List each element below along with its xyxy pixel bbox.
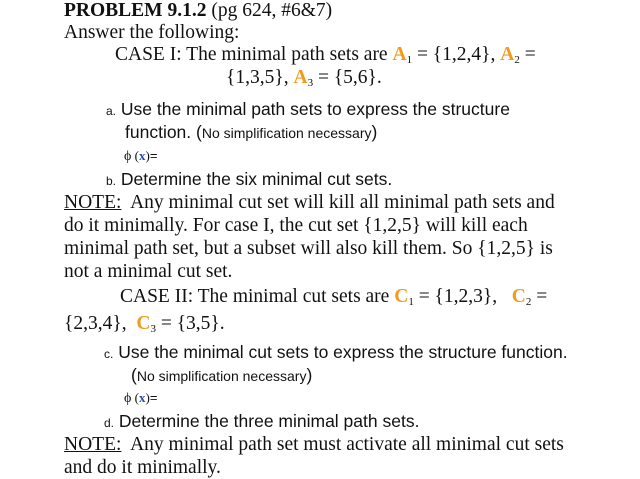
part-a-paren: No simplification necessary (201, 125, 372, 141)
note1-line2: do it minimally. For case I, the cut set {1,2,5} will kill each (64, 215, 528, 236)
part-d-marker: d. (104, 416, 115, 430)
part-c-formula (124, 387, 157, 410)
set-a3-value: = {5,6}. (317, 67, 382, 88)
set-a2-value: {1,3,5}, (226, 67, 289, 88)
part-b-line (106, 168, 392, 192)
phi-symbol: ϕ (124, 149, 132, 164)
part-a-line2 (125, 121, 377, 144)
paren-close-c: ) (145, 390, 150, 405)
case1-line2 (226, 67, 382, 89)
set-c3-value: = {3,5}. (160, 313, 225, 334)
set-a2-eq: = (524, 44, 536, 65)
problem-heading (64, 0, 332, 22)
note1-line3: minimal path set, but a subset will also kill them. So {1,2,5} is (64, 238, 553, 259)
part-a-formula (124, 145, 157, 168)
note1-label: NOTE: (64, 192, 122, 213)
phi-symbol-c: ϕ (124, 391, 132, 406)
part-c-marker: c. (104, 347, 114, 361)
part-b-marker: b. (106, 174, 117, 188)
part-d-line (104, 410, 419, 434)
paren-open: ( (134, 148, 139, 163)
paren-open-c: ( (134, 390, 139, 405)
intro-text: Answer the following: (64, 22, 240, 43)
part-a-line1 (106, 98, 510, 122)
set-a3-letter: A (293, 67, 308, 88)
set-c2-eq: = (536, 286, 548, 307)
note1-text1: Any minimal cut set will kill all minimal path sets and (121, 192, 555, 213)
case1-label: CASE I: The minimal path sets are (115, 44, 388, 65)
problem-reference: (pg 624, #6&7) (211, 0, 333, 21)
set-a1-letter: A (392, 44, 407, 65)
paren-close: ) (145, 148, 150, 163)
set-c2-value: {2,3,4}, (64, 313, 137, 334)
part-c-text1: Use the minimal cut sets to express the structure function. (118, 342, 568, 362)
part-c-line2: (No simplification necessary) (131, 365, 313, 385)
set-c2-sub: 2 (525, 296, 532, 308)
case1-line1 (115, 44, 536, 66)
set-a1-sub: 1 (406, 54, 413, 66)
set-c3-sub: 3 (150, 323, 156, 335)
note2-label: NOTE: (64, 434, 122, 455)
note1-line1 (64, 192, 555, 214)
problem-number: PROBLEM 9.1.2 (64, 0, 207, 21)
case2-label: CASE II: The minimal cut sets are (120, 286, 390, 307)
part-c-paren: No simplification necessary (136, 368, 307, 384)
part-b-text: Determine the six minimal cut sets. (120, 169, 393, 189)
part-d-text: Determine the three minimal path sets. (118, 411, 420, 431)
vector-x: x (138, 148, 146, 163)
part-a-marker: a. (106, 104, 117, 118)
note1-line4: not a minimal cut set. (64, 261, 233, 282)
set-c1-sub: 1 (408, 296, 414, 308)
note2-line2: and do it minimally. (64, 457, 221, 478)
set-a1-value: = {1,2,4}, (416, 44, 496, 65)
set-a2-letter: A (500, 44, 515, 65)
equals-sign: = (149, 148, 158, 163)
note2-text1: Any minimal path set must activate all minimal cut sets (121, 434, 564, 455)
part-a-text1: Use the minimal path sets to express the structure (120, 99, 510, 119)
set-c3-letter: C (136, 313, 151, 334)
vector-x-c: x (138, 390, 146, 405)
set-a3-sub: 3 (307, 77, 314, 89)
set-c1-value: = {1,2,3}, (418, 286, 507, 307)
set-a2-sub: 2 (514, 54, 520, 66)
part-c-line1 (104, 341, 568, 365)
set-c2-letter: C (511, 286, 526, 307)
part-a-text2: function. ( (125, 122, 202, 142)
case2-line2 (64, 313, 225, 335)
case2-line1 (120, 286, 547, 308)
note2-line1 (64, 434, 564, 456)
part-a-text2-end: ) (371, 122, 378, 142)
set-c1-letter: C (394, 286, 409, 307)
equals-sign-c: = (149, 390, 158, 405)
